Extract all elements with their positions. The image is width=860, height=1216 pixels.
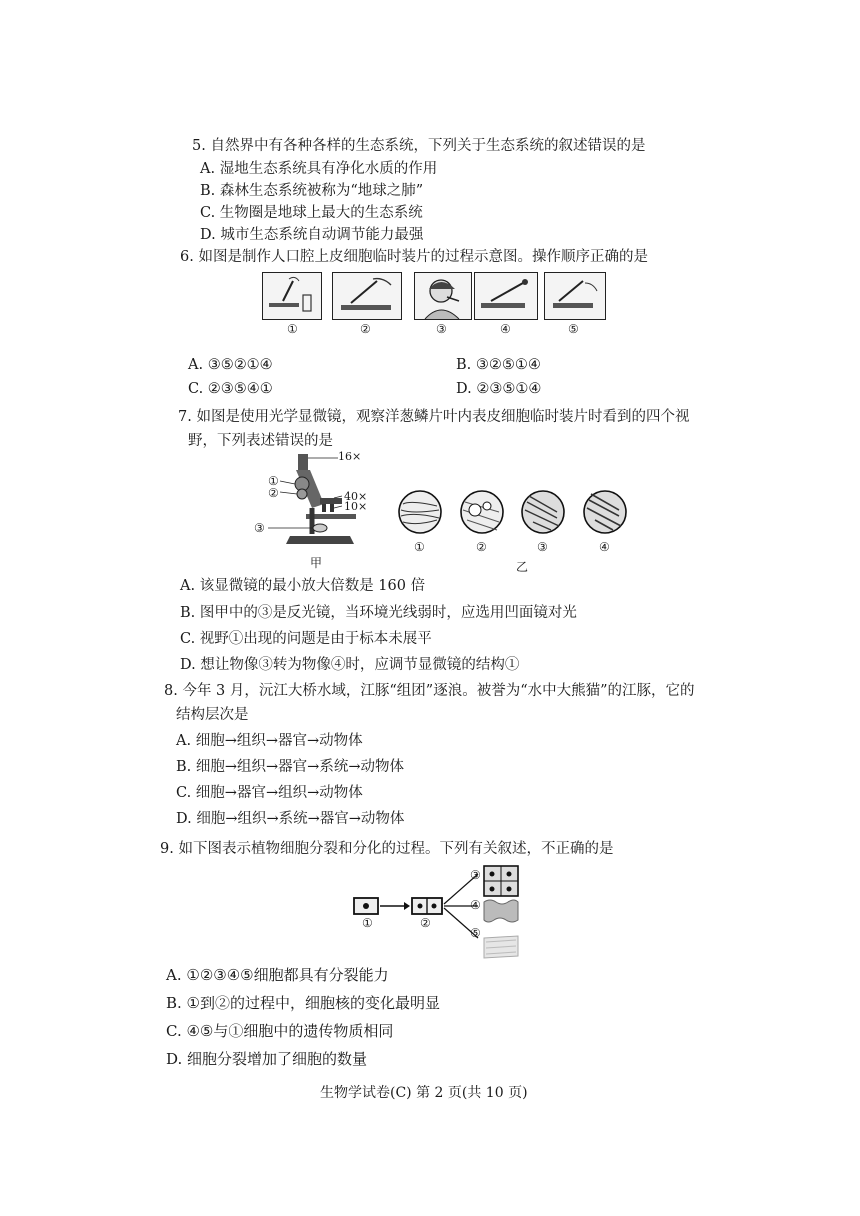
q6-panel-5 <box>544 272 606 320</box>
microscope-part-label-2: ② <box>268 486 279 500</box>
q6-panel-label-2: ② <box>360 322 371 336</box>
q6-option-b: B. ③②⑤①④ <box>456 357 541 373</box>
eyepiece-magnification-label: 16× <box>338 450 362 463</box>
q7-option-a: A. 该显微镜的最小放大倍数是 160 倍 <box>180 578 426 594</box>
q6-panel-4 <box>474 272 538 320</box>
q6-procedure-figure <box>262 272 607 342</box>
q6-panel-label-5: ⑤ <box>568 322 579 336</box>
q6-stem: 6. 如图是制作人口腔上皮细胞临时装片的过程示意图。操作顺序正确的是 <box>180 249 648 265</box>
q9-option-a: A. ①②③④⑤细胞都具有分裂能力 <box>166 966 389 984</box>
q9-stem: 9. 如下图表示植物细胞分裂和分化的过程。下列有关叙述，不正确的是 <box>160 841 614 857</box>
cell-label-5: ⑤ <box>470 926 481 940</box>
q7-option-b: B. 图甲中的③是反光镜，当环境光线弱时，应选用凹面镜对光 <box>180 605 577 621</box>
cell-label-2: ② <box>420 916 431 930</box>
view-label-2: ② <box>476 540 487 554</box>
q6-option-d: D. ②③⑤①④ <box>456 381 542 397</box>
figure-yi-label: 乙 <box>516 560 529 574</box>
cell-label-4: ④ <box>470 898 481 912</box>
q7-view-fields-figure <box>395 490 645 575</box>
q8-option-d: D. 细胞→组织→系统→器官→动物体 <box>176 811 405 827</box>
q8-option-a: A. 细胞→组织→器官→动物体 <box>176 733 363 749</box>
q6-panel-1 <box>262 272 322 320</box>
q8-option-c: C. 细胞→器官→组织→动物体 <box>176 785 363 801</box>
q6-panel-2 <box>332 272 402 320</box>
q5-option-c: C. 生物圈是地球上最大的生态系统 <box>200 205 423 221</box>
microscope-part-label-3: ③ <box>254 521 265 535</box>
q5-stem: 5. 自然界中有各种各样的生态系统，下列关于生态系统的叙述错误的是 <box>192 138 646 154</box>
q8-option-b: B. 细胞→组织→器官→系统→动物体 <box>176 759 404 775</box>
q7-option-c: C. 视野①出现的问题是由于标本未展平 <box>180 631 432 647</box>
view-label-4: ④ <box>599 540 610 554</box>
q8-stem-line1: 8. 今年 3 月，沅江大桥水域，江豚“组团”逐浪。被誉为“水中大熊猫”的江豚，它的 <box>164 683 695 699</box>
q7-microscope-figure <box>250 450 390 575</box>
q6-panel-label-1: ① <box>287 322 298 336</box>
cell-label-3: ③ <box>470 868 481 882</box>
figure-jia-label: 甲 <box>310 556 323 570</box>
high-objective-label: 40× <box>344 490 368 503</box>
q9-option-b: B. ①到②的过程中，细胞核的变化最明显 <box>166 994 441 1012</box>
microscope-view-fields <box>395 490 645 540</box>
q5-option-a: A. 湿地生态系统具有净化水质的作用 <box>200 161 438 177</box>
q9-option-c: C. ④⑤与①细胞中的遗传物质相同 <box>166 1022 394 1040</box>
cell-label-1: ① <box>362 916 373 930</box>
q7-stem-line1: 7. 如图是使用光学显微镜，观察洋葱鳞片叶内表皮细胞临时装片时看到的四个视 <box>178 409 690 425</box>
q9-option-d: D. 细胞分裂增加了细胞的数量 <box>166 1050 368 1068</box>
q6-panel-3 <box>414 272 472 320</box>
q6-option-c: C. ②③⑤④① <box>188 381 273 397</box>
q5-option-d: D. 城市生态系统自动调节能力最强 <box>200 227 424 243</box>
microscope-part-label-1: ① <box>268 474 279 488</box>
view-label-1: ① <box>414 540 425 554</box>
q6-panel-label-3: ③ <box>436 322 447 336</box>
view-label-3: ③ <box>537 540 548 554</box>
cell-division-diagram <box>350 862 530 962</box>
low-objective-label: 10× <box>344 500 368 513</box>
page-footer: 生物学试卷(C) 第 2 页(共 10 页) <box>320 1085 528 1101</box>
microscope-drawing <box>250 450 390 550</box>
q8-stem-line2: 结构层次是 <box>176 707 249 723</box>
q5-option-b: B. 森林生态系统被称为“地球之肺” <box>200 183 424 199</box>
q6-option-a: A. ③⑤②①④ <box>188 357 273 373</box>
q6-panel-label-4: ④ <box>500 322 511 336</box>
q9-cell-differentiation-figure <box>350 862 530 962</box>
q7-option-d: D. 想让物像③转为物像④时，应调节显微镜的结构① <box>180 657 520 673</box>
q7-stem-line2: 野，下列表述错误的是 <box>188 433 333 449</box>
